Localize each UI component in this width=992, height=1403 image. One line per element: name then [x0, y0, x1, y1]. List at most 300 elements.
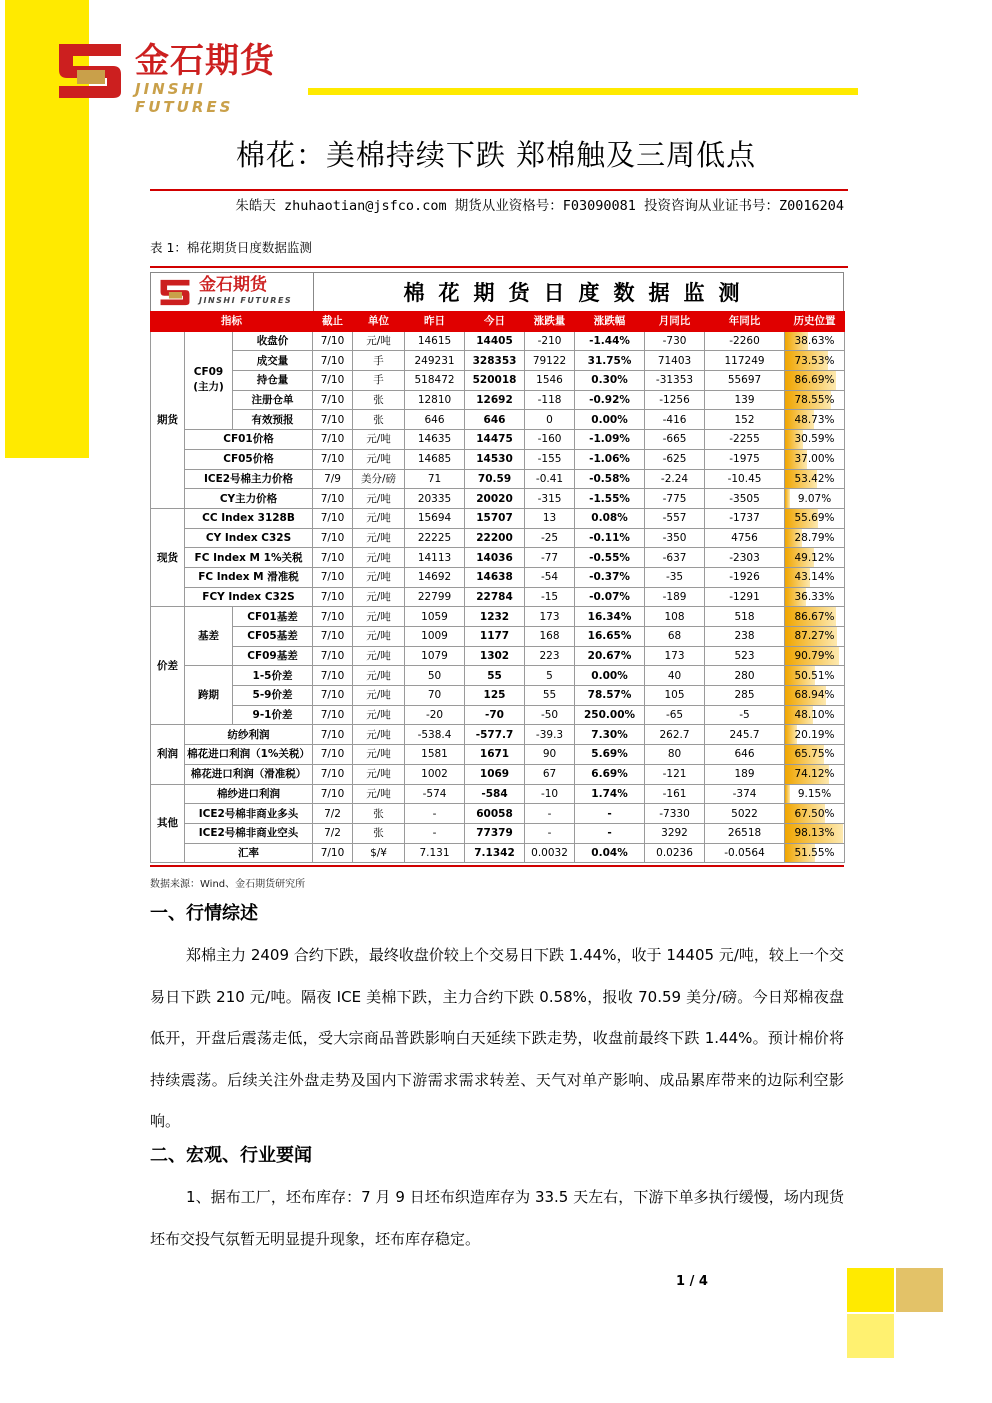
cell-mom: -625: [645, 449, 705, 469]
cell-change: -210: [525, 331, 575, 351]
cell-yoy: -2303: [705, 548, 785, 568]
cell-change-pct: -: [575, 823, 645, 843]
cell-mom: -557: [645, 508, 705, 528]
table-header-row: [151, 312, 845, 332]
cell-yoy: 238: [705, 627, 785, 647]
cell-hist-position: [785, 390, 845, 410]
cell-prev: -: [405, 804, 465, 824]
col-header: 涨跌量: [525, 312, 575, 332]
page-number: 1 / 4: [676, 1274, 708, 1289]
cell-date: 7/10: [313, 449, 353, 469]
hist-position-value: 65.75%: [794, 748, 835, 761]
table-row: [151, 587, 845, 607]
cell-today: 77379: [465, 823, 525, 843]
table-row: [151, 823, 845, 843]
table-row: [151, 607, 845, 627]
cell-hist-position: [785, 410, 845, 430]
cell-date: 7/10: [313, 587, 353, 607]
table-caption: 表 1：棉花期货日度数据监测: [150, 240, 312, 255]
cell-yoy: -1975: [705, 449, 785, 469]
row-indicator-name: CC Index 3128B: [185, 508, 313, 528]
cell-change-pct: -0.58%: [575, 469, 645, 489]
cell-change: -77: [525, 548, 575, 568]
table-row: [151, 567, 845, 587]
cell-unit: 元/吨: [353, 686, 405, 706]
cell-change-pct: -0.11%: [575, 528, 645, 548]
cell-date: 7/10: [313, 508, 353, 528]
hist-position-value: 38.63%: [794, 335, 835, 348]
cell-hist-position: [785, 351, 845, 371]
cell-date: 7/10: [313, 371, 353, 391]
cell-mom: 0.0236: [645, 843, 705, 863]
row-indicator-name: CF09基差: [233, 646, 313, 666]
cell-prev: 15694: [405, 508, 465, 528]
cell-change-pct: 31.75%: [575, 351, 645, 371]
cell-change-pct: 6.69%: [575, 764, 645, 784]
cell-date: 7/10: [313, 548, 353, 568]
cell-mom: 40: [645, 666, 705, 686]
table-row: [151, 508, 845, 528]
cell-change-pct: 16.65%: [575, 627, 645, 647]
cell-prev: 70: [405, 686, 465, 706]
hist-position-value: 49.12%: [794, 551, 835, 564]
cell-today: 646: [465, 410, 525, 430]
report-title: 棉花：美棉持续下跌 郑棉触及三周低点: [235, 138, 757, 172]
table-row: [151, 489, 845, 509]
cell-mom: -637: [645, 548, 705, 568]
cell-prev: 14635: [405, 430, 465, 450]
cell-mom: -665: [645, 430, 705, 450]
cell-change: 90: [525, 745, 575, 765]
cell-date: 7/10: [313, 627, 353, 647]
cell-unit: 美分/磅: [353, 469, 405, 489]
cell-change: 5: [525, 666, 575, 686]
cell-change-pct: 0.00%: [575, 410, 645, 430]
cell-prev: 7.131: [405, 843, 465, 863]
table-row: [151, 548, 845, 568]
logo-underline: [308, 88, 858, 95]
cell-yoy: -3505: [705, 489, 785, 509]
row-indicator-name: 汇率: [185, 843, 313, 863]
cell-change: -50: [525, 705, 575, 725]
cell-today: 15707: [465, 508, 525, 528]
row-subgroup-label: 跨期: [185, 666, 233, 725]
author-line: 朱皓天 zhuhaotian@jsfco.com 期货从业资格号：F03090081 投资咨询从业证书号：Z0016204: [235, 198, 844, 214]
cell-mom: -730: [645, 331, 705, 351]
market-summary-paragraph: [150, 935, 844, 1143]
hist-position-value: 87.27%: [794, 630, 835, 643]
hist-position-value: 20.19%: [794, 728, 835, 741]
table-bottom-rule: [150, 865, 844, 867]
cell-yoy: 117249: [705, 351, 785, 371]
cell-today: 328353: [465, 351, 525, 371]
cell-today: 60058: [465, 804, 525, 824]
cell-yoy: -2260: [705, 331, 785, 351]
cell-hist-position: [785, 331, 845, 351]
cell-today: 1177: [465, 627, 525, 647]
cell-today: 14475: [465, 430, 525, 450]
cell-unit: 元/吨: [353, 745, 405, 765]
cell-change: 223: [525, 646, 575, 666]
cell-hist-position: [785, 587, 845, 607]
table-row: [151, 449, 845, 469]
cell-prev: 14113: [405, 548, 465, 568]
cell-prev: 249231: [405, 351, 465, 371]
row-indicator-name: 棉纱进口利润: [185, 784, 313, 804]
cell-prev: 22225: [405, 528, 465, 548]
cell-hist-position: [785, 469, 845, 489]
cell-hist-position: [785, 627, 845, 647]
cell-yoy: 518: [705, 607, 785, 627]
row-group-label: 价差: [151, 607, 185, 725]
cell-prev: 12810: [405, 390, 465, 410]
cell-unit: 张: [353, 390, 405, 410]
cell-today: 14530: [465, 449, 525, 469]
table-row: [151, 430, 845, 450]
col-header: 昨日: [405, 312, 465, 332]
cell-change: 67: [525, 764, 575, 784]
table-title: 棉花期货日度数据监测: [403, 281, 754, 305]
cell-prev: 1079: [405, 646, 465, 666]
cell-yoy: -2255: [705, 430, 785, 450]
row-indicator-name: ICE2号棉非商业多头: [185, 804, 313, 824]
table-row: [151, 666, 845, 686]
hist-position-value: 55.69%: [794, 512, 835, 525]
cell-yoy: -5: [705, 705, 785, 725]
cell-unit: 元/吨: [353, 508, 405, 528]
cell-yoy: 245.7: [705, 725, 785, 745]
cell-hist-position: [785, 725, 845, 745]
row-group-label: 期货: [151, 331, 185, 508]
cell-change: -15: [525, 587, 575, 607]
logo-mark-icon: [55, 40, 125, 100]
row-group-label: 其他: [151, 784, 185, 863]
row-indicator-name: ICE2号棉非商业空头: [185, 823, 313, 843]
cell-change: 55: [525, 686, 575, 706]
cell-today: 22784: [465, 587, 525, 607]
cell-change-pct: -0.37%: [575, 567, 645, 587]
hist-position-value: 43.14%: [794, 571, 835, 584]
cell-hist-position: [785, 567, 845, 587]
table-row: [151, 705, 845, 725]
hist-position-value: 67.50%: [794, 807, 835, 820]
cell-hist-position: [785, 686, 845, 706]
cell-date: 7/2: [313, 804, 353, 824]
cell-today: 1232: [465, 607, 525, 627]
table-row: [151, 646, 845, 666]
cell-today: 520018: [465, 371, 525, 391]
cell-mom: -65: [645, 705, 705, 725]
cell-change: -155: [525, 449, 575, 469]
cell-hist-position: [785, 646, 845, 666]
table-logo: [153, 276, 309, 308]
market-summary-text: 郑棉主力 2409 合约下跌，最终收盘价较上个交易日下跌 1.44%，收于 14405 元/吨，较上一个交易日下跌 210 元/吨。隔夜 ICE 美棉下跌，主力合约下跌 0.58%，报收 70.59 美分/磅。今日郑棉夜盘低开，开盘后震荡走低，受大宗商品普跌影响白天延续下跌走势，收盘前最终下跌 1.44%。预计棉价将持续震荡。后续关注外盘走势及国内下游需求需求转差、天气对单产影响、成品累库带来的边际利空影响。: [150, 946, 844, 1130]
cell-change: -: [525, 804, 575, 824]
cell-hist-position: [785, 843, 845, 863]
hist-position-value: 90.79%: [794, 650, 835, 663]
col-header: 涨跌幅: [575, 312, 645, 332]
cell-change: -0.41: [525, 469, 575, 489]
cell-today: -70: [465, 705, 525, 725]
cell-mom: 68: [645, 627, 705, 647]
cell-yoy: -0.0564: [705, 843, 785, 863]
cell-today: 1069: [465, 764, 525, 784]
col-header: 今日: [465, 312, 525, 332]
cell-unit: 元/吨: [353, 548, 405, 568]
table-row: [151, 843, 845, 863]
cell-change: -315: [525, 489, 575, 509]
cell-hist-position: [785, 745, 845, 765]
col-header: 月同比: [645, 312, 705, 332]
cell-prev: 1581: [405, 745, 465, 765]
cell-mom: -35: [645, 567, 705, 587]
cell-today: 20020: [465, 489, 525, 509]
cell-unit: 元/吨: [353, 587, 405, 607]
corner-square-yellow: [847, 1268, 894, 1312]
hist-position-value: 73.53%: [794, 354, 835, 367]
cell-hist-position: [785, 784, 845, 804]
cell-change: 173: [525, 607, 575, 627]
cell-unit: 元/吨: [353, 607, 405, 627]
row-indicator-name: CY Index C32S: [185, 528, 313, 548]
col-header: 截止: [313, 312, 353, 332]
cell-change: -: [525, 823, 575, 843]
cell-unit: 张: [353, 410, 405, 430]
cell-hist-position: [785, 823, 845, 843]
cell-mom: -416: [645, 410, 705, 430]
row-indicator-name: 1-5价差: [233, 666, 313, 686]
cell-yoy: -1926: [705, 567, 785, 587]
data-source-note: 数据来源：Wind、金石期货研究所: [150, 879, 306, 890]
cotton-monitor-table: [150, 311, 845, 863]
cell-change-pct: -0.07%: [575, 587, 645, 607]
cell-change: 79122: [525, 351, 575, 371]
cell-yoy: -1291: [705, 587, 785, 607]
row-indicator-name: ICE2号棉主力价格: [185, 469, 313, 489]
hist-position-value: 74.12%: [794, 768, 835, 781]
table-row: [151, 804, 845, 824]
table-row: [151, 745, 845, 765]
logo-chinese-name: 金石期货: [135, 41, 275, 81]
hist-position-value: 28.79%: [794, 531, 835, 544]
row-indicator-name: 5-9价差: [233, 686, 313, 706]
hist-position-value: 78.55%: [794, 394, 835, 407]
cell-mom: -2.24: [645, 469, 705, 489]
cell-prev: -: [405, 823, 465, 843]
cell-change-pct: 0.00%: [575, 666, 645, 686]
cell-date: 7/10: [313, 646, 353, 666]
cell-date: 7/2: [313, 823, 353, 843]
row-indicator-name: FCY Index C32S: [185, 587, 313, 607]
cell-yoy: 280: [705, 666, 785, 686]
title-divider: [150, 189, 848, 191]
row-indicator-name: CF05基差: [233, 627, 313, 647]
cell-unit: 手: [353, 351, 405, 371]
cell-change-pct: 16.34%: [575, 607, 645, 627]
table-row: [151, 351, 845, 371]
hist-position-value: 50.51%: [794, 669, 835, 682]
cell-date: 7/10: [313, 705, 353, 725]
table-row: [151, 627, 845, 647]
row-indicator-name: 棉花进口利润（滑准税）: [185, 764, 313, 784]
section-heading-news: 二、宏观、行业要闻: [150, 1145, 312, 1166]
logo-mark-icon: [157, 278, 193, 306]
cell-date: 7/10: [313, 764, 353, 784]
cell-hist-position: [785, 666, 845, 686]
row-group-label: 利润: [151, 725, 185, 784]
row-indicator-name: CF01基差: [233, 607, 313, 627]
news-text: 1、据布工厂，坯布库存：7 月 9 日坯布织造库存为 33.5 天左右，下游下单多执行缓慢，场内现货坯布交投气氛暂无明显提升现象，坯布库存稳定。: [150, 1188, 844, 1248]
cell-today: 125: [465, 686, 525, 706]
cell-change-pct: 7.30%: [575, 725, 645, 745]
cell-unit: 元/吨: [353, 705, 405, 725]
hist-position-value: 37.00%: [794, 453, 835, 466]
cell-mom: 173: [645, 646, 705, 666]
hist-position-bar: [785, 489, 790, 508]
row-indicator-name: CF01价格: [185, 430, 313, 450]
cell-prev: 1059: [405, 607, 465, 627]
cell-today: -584: [465, 784, 525, 804]
cell-date: 7/9: [313, 469, 353, 489]
cell-today: 1671: [465, 745, 525, 765]
cell-today: 12692: [465, 390, 525, 410]
cell-prev: 646: [405, 410, 465, 430]
cell-date: 7/10: [313, 567, 353, 587]
corner-square-gold: [896, 1268, 943, 1312]
cell-yoy: 4756: [705, 528, 785, 548]
col-header: 指标: [151, 312, 313, 332]
cell-unit: 元/吨: [353, 784, 405, 804]
cell-hist-position: [785, 528, 845, 548]
cell-unit: 手: [353, 371, 405, 391]
cell-unit: $/¥: [353, 843, 405, 863]
cell-change-pct: 0.30%: [575, 371, 645, 391]
cell-today: -577.7: [465, 725, 525, 745]
row-indicator-name: 9-1价差: [233, 705, 313, 725]
cell-mom: 108: [645, 607, 705, 627]
cell-prev: 71: [405, 469, 465, 489]
cell-change-pct: -0.55%: [575, 548, 645, 568]
table-row: [151, 469, 845, 489]
cell-date: 7/10: [313, 410, 353, 430]
cell-today: 70.59: [465, 469, 525, 489]
table-row: [151, 725, 845, 745]
hist-position-value: 68.94%: [794, 689, 835, 702]
row-subgroup-label: 基差: [185, 607, 233, 666]
cell-prev: 22799: [405, 587, 465, 607]
table-row: [151, 686, 845, 706]
cell-hist-position: [785, 607, 845, 627]
cell-change-pct: -1.55%: [575, 489, 645, 509]
news-paragraph: [150, 1177, 844, 1260]
cell-yoy: 55697: [705, 371, 785, 391]
section-heading-market: 一、行情综述: [150, 903, 258, 924]
cell-change: -118: [525, 390, 575, 410]
hist-position-bar: [785, 785, 790, 804]
cell-date: 7/10: [313, 686, 353, 706]
row-indicator-name: 收盘价: [233, 331, 313, 351]
cell-unit: 元/吨: [353, 528, 405, 548]
cell-unit: 元/吨: [353, 764, 405, 784]
cell-mom: -775: [645, 489, 705, 509]
cell-unit: 元/吨: [353, 627, 405, 647]
data-table-block: [150, 272, 844, 867]
col-header: 单位: [353, 312, 405, 332]
cell-mom: 80: [645, 745, 705, 765]
cell-hist-position: [785, 764, 845, 784]
cell-hist-position: [785, 548, 845, 568]
hist-position-value: 86.67%: [794, 610, 835, 623]
cell-mom: 3292: [645, 823, 705, 843]
cell-yoy: 523: [705, 646, 785, 666]
table-row: [151, 784, 845, 804]
cell-unit: 元/吨: [353, 489, 405, 509]
hist-position-value: 53.42%: [794, 472, 835, 485]
cell-date: 7/10: [313, 784, 353, 804]
corner-square-light: [847, 1314, 894, 1358]
cell-prev: 14615: [405, 331, 465, 351]
cell-change-pct: -0.92%: [575, 390, 645, 410]
row-indicator-name: FC Index M 1%关税: [185, 548, 313, 568]
cell-mom: -31353: [645, 371, 705, 391]
company-logo: [55, 40, 305, 116]
hist-position-value: 86.69%: [794, 374, 835, 387]
table-row: [151, 764, 845, 784]
cell-prev: -574: [405, 784, 465, 804]
cell-today: 14405: [465, 331, 525, 351]
row-indicator-name: 注册仓单: [233, 390, 313, 410]
cell-yoy: 285: [705, 686, 785, 706]
cell-today: 22200: [465, 528, 525, 548]
cell-unit: 元/吨: [353, 646, 405, 666]
cell-today: 7.1342: [465, 843, 525, 863]
cell-date: 7/10: [313, 489, 353, 509]
cell-mom: 71403: [645, 351, 705, 371]
cell-change: -39.3: [525, 725, 575, 745]
cell-change-pct: -1.06%: [575, 449, 645, 469]
cell-mom: -7330: [645, 804, 705, 824]
cell-yoy: -10.45: [705, 469, 785, 489]
cell-date: 7/10: [313, 331, 353, 351]
cell-today: 14638: [465, 567, 525, 587]
cell-unit: 张: [353, 823, 405, 843]
table-header-banner: [150, 272, 844, 311]
cell-change: 0: [525, 410, 575, 430]
col-header: 历史位置: [785, 312, 845, 332]
cell-change-pct: 1.74%: [575, 784, 645, 804]
row-indicator-name: CF05价格: [185, 449, 313, 469]
hist-position-value: 9.07%: [797, 492, 832, 505]
row-indicator-name: 持仓量: [233, 371, 313, 391]
cell-change-pct: 0.08%: [575, 508, 645, 528]
row-subgroup-label: CF09 (主力): [185, 331, 233, 429]
cell-unit: 元/吨: [353, 567, 405, 587]
row-indicator-name: 成交量: [233, 351, 313, 371]
hist-position-value: 51.55%: [794, 846, 835, 859]
cell-prev: 1009: [405, 627, 465, 647]
row-indicator-name: CY主力价格: [185, 489, 313, 509]
row-indicator-name: 棉花进口利润（1%关税）: [185, 745, 313, 765]
cell-change-pct: 0.04%: [575, 843, 645, 863]
cell-yoy: 5022: [705, 804, 785, 824]
cell-unit: 元/吨: [353, 331, 405, 351]
cell-unit: 元/吨: [353, 666, 405, 686]
table-row: [151, 528, 845, 548]
cell-date: 7/10: [313, 745, 353, 765]
cell-date: 7/10: [313, 351, 353, 371]
table-top-rule: [150, 266, 848, 268]
cell-yoy: 646: [705, 745, 785, 765]
